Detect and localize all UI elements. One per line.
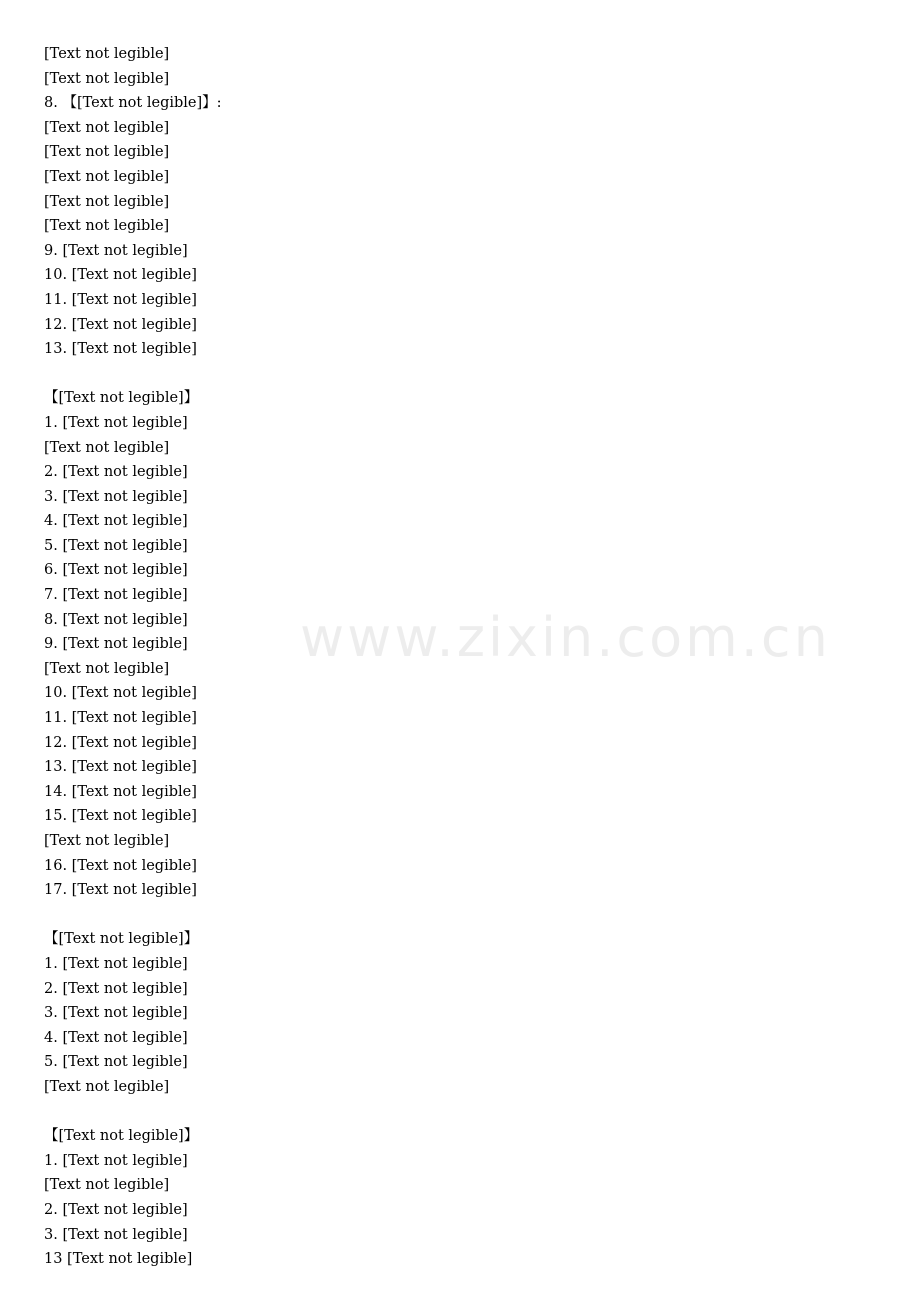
- exercise-line: [Text not legible]: [44, 1078, 170, 1095]
- daily-line: [Text not legible]: [44, 833, 170, 849]
- daily-line: 17. [Text not legible]: [44, 882, 197, 899]
- daily-line: 8. [Text not legible]: [44, 611, 188, 628]
- daily-line: 11. [Text not legible]: [44, 710, 197, 727]
- diet-item: 9. [Text not legible]: [44, 242, 188, 259]
- exercise-line: 1. [Text not legible]: [44, 955, 188, 972]
- intro-line: [Text not legible]: [44, 70, 170, 87]
- daily-line: 10. [Text not legible]: [44, 685, 197, 702]
- section-heading-daily: 【[Text not legible]】: [44, 390, 199, 407]
- diet-item: 11. [Text not legible]: [44, 291, 197, 308]
- daily-line: 4. [Text not legible]: [44, 513, 188, 530]
- spacer: [44, 362, 880, 387]
- daily-line: 12. [Text not legible]: [44, 734, 197, 751]
- exercise-line: 3. [Text not legible]: [44, 1005, 188, 1022]
- medical-line: 13 [Text not legible]: [44, 1251, 193, 1268]
- avoid-line: [Text not legible]: [44, 119, 170, 136]
- medical-line: [Text not legible]: [44, 1177, 170, 1194]
- spacer: [44, 1100, 880, 1125]
- medical-line: 1. [Text not legible]: [44, 1152, 188, 1169]
- daily-line: 15. [Text not legible]: [44, 808, 197, 825]
- spacer: [44, 903, 880, 928]
- exercise-line: 2. [Text not legible]: [44, 980, 188, 997]
- daily-line: 1. [Text not legible]: [44, 414, 188, 431]
- document-body: [44, 42, 880, 1272]
- watermark: www.zixin.com.cn: [300, 606, 831, 669]
- section-heading-medical: 【[Text not legible]】: [44, 1128, 199, 1145]
- section-heading-exercise: 【[Text not legible]】: [44, 931, 199, 948]
- diet-item: 10. [Text not legible]: [44, 267, 197, 284]
- daily-line: 5. [Text not legible]: [44, 537, 188, 554]
- daily-line: 9. [Text not legible]: [44, 636, 188, 653]
- exercise-line: 4. [Text not legible]: [44, 1029, 188, 1046]
- diet-item: 13. [Text not legible]: [44, 341, 197, 358]
- medical-line: 2. [Text not legible]: [44, 1201, 188, 1218]
- exercise-line: 5. [Text not legible]: [44, 1054, 188, 1071]
- diet-item: 12. [Text not legible]: [44, 316, 197, 333]
- medical-line: 3. [Text not legible]: [44, 1226, 188, 1243]
- daily-line: [Text not legible]: [44, 660, 170, 677]
- avoid-line: [Text not legible]: [44, 168, 170, 185]
- daily-line: 7. [Text not legible]: [44, 587, 188, 604]
- daily-line: 2. [Text not legible]: [44, 464, 188, 481]
- avoid-line: [Text not legible]: [44, 218, 170, 235]
- avoid-line: [Text not legible]: [44, 193, 170, 210]
- daily-line: 13. [Text not legible]: [44, 759, 197, 776]
- daily-line: 14. [Text not legible]: [44, 783, 197, 800]
- daily-line: 3. [Text not legible]: [44, 488, 188, 505]
- daily-line: 6. [Text not legible]: [44, 562, 188, 579]
- daily-line: [Text not legible]: [44, 439, 170, 456]
- daily-line: 16. [Text not legible]: [44, 857, 197, 874]
- section-heading-avoid-overeating: 8. 【[Text not legible]】:: [44, 95, 222, 112]
- intro-line: [Text not legible]: [44, 46, 170, 62]
- avoid-line: [Text not legible]: [44, 144, 170, 161]
